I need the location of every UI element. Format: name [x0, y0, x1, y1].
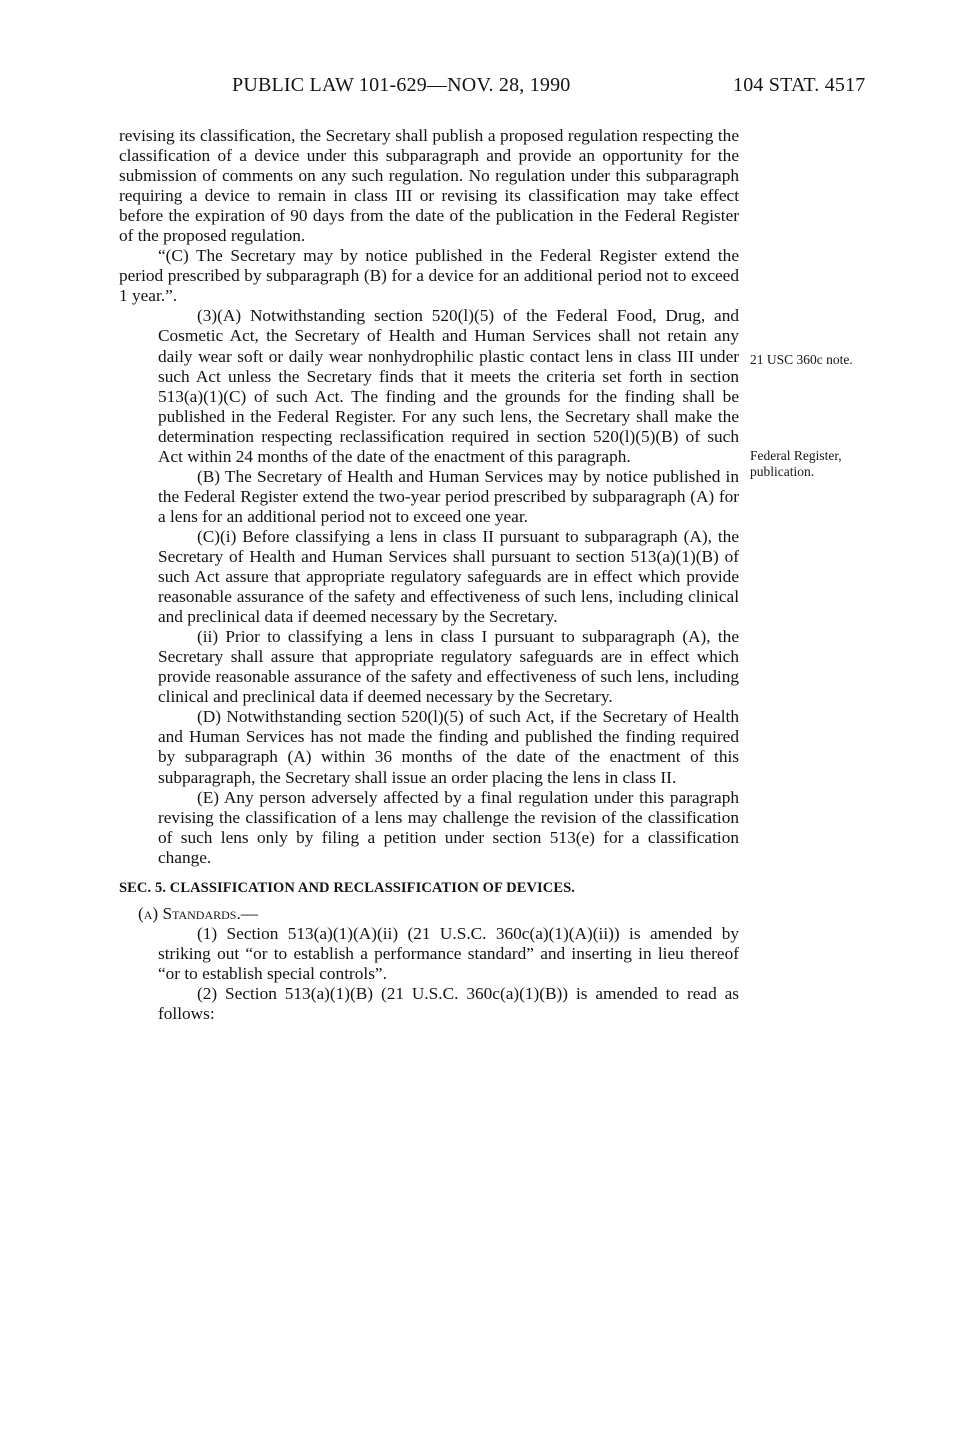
header-stat-page: 104 STAT. 4517 [733, 74, 866, 96]
document-body [119, 126, 739, 1024]
paragraph-3d: (D) Notwithstanding section 520(l)(5) of such Act, if the Secretary of Health and Human Services has not made the finding and published the finding required by subparagraph (A) within 36 months of the date of the enactment of this subparagraph, the Secretary shall issue an order placing the lens in class II. [158, 707, 739, 787]
paragraph-3a: (3)(A) Notwithstanding section 520(l)(5) of the Federal Food, Drug, and Cosmetic Act, the Secretary of Health and Human Services shall not retain any daily wear soft or daily wear nonhydrophilic plastic contact lens in class III under such Act unless the Secretary finds that it meets the criteria set forth in section 513(a)(1)(C) of such Act. The finding and the grounds for the finding shall be published in the Federal Register. For any such lens, the Secretary shall make the determination respecting reclassification required in section 520(l)(5)(B) of such Act within 24 months of the date of the enactment of this paragraph. [158, 306, 739, 466]
paragraph-3c-ii: (ii) Prior to classifying a lens in class I pursuant to subparagraph (A), the Secretary shall assure that appropriate regulatory safeguards are in effect which provide reasonable assurance of the safety and effectiveness of such lens, including clinical and preclinical data if deemed necessary by the Secretary. [158, 627, 739, 707]
paragraph-continuation: revising its classification, the Secretary shall publish a proposed regulation respecting the classification of a device under this subparagraph and provide an opportunity for the submission of comments on any such regulation. No regulation under this subparagraph requiring a device to remain in class III or revising its classification may take effect before the expiration of 90 days from the date of the publication in the Federal Register of the proposed regulation. [119, 126, 739, 246]
paragraph-a1: (1) Section 513(a)(1)(A)(ii) (21 U.S.C. 360c(a)(1)(A)(ii)) is amended by striking out “or to establish a performance standard” and inserting in lieu thereof “or to establish special controls”. [158, 923, 739, 983]
paragraph-3b: (B) The Secretary of Health and Human Services may by notice published in the Federal Register extend the two-year period prescribed by subparagraph (A) for a lens for an additional period not to exceed one year. [158, 466, 739, 526]
paragraph-3c-i: (C)(i) Before classifying a lens in class II pursuant to subparagraph (A), the Secretary of Health and Human Services shall pursuant to section 513(a)(1)(B) of such Act assure that appropriate regulatory safeguards are in effect which provide reasonable assurance of the safety and effectiveness of such lens, including clinical and preclinical data if deemed necessary by the Secretary. [158, 526, 739, 627]
section-heading: SEC. 5. CLASSIFICATION AND RECLASSIFICATION OF DEVICES. [119, 879, 576, 896]
running-header [0, 74, 970, 104]
margin-note-federal-register: Federal Register, publication. [750, 448, 842, 479]
paragraph-3e: (E) Any person adversely affected by a final regulation under this paragraph revising the classification of a lens may challenge the revision of the classification of such lens only by filing a petition under section 513(e) for a classification change. [158, 787, 739, 867]
margin-note-usc: 21 USC 360c note. [750, 352, 853, 367]
subsection-a-label: (a) Standards.— [138, 903, 259, 923]
paragraph-c-notice: “(C) The Secretary may by notice published in the Federal Register extend the period prescribed by subparagraph (B) for a device for an additional period not to exceed 1 year.”. [119, 246, 739, 306]
subsection-heading-standards [119, 904, 739, 924]
header-title: PUBLIC LAW 101-629—NOV. 28, 1990 [232, 74, 571, 96]
paragraph-a2: (2) Section 513(a)(1)(B) (21 U.S.C. 360c(a)(1)(B)) is amended to read as follows: [158, 983, 739, 1024]
